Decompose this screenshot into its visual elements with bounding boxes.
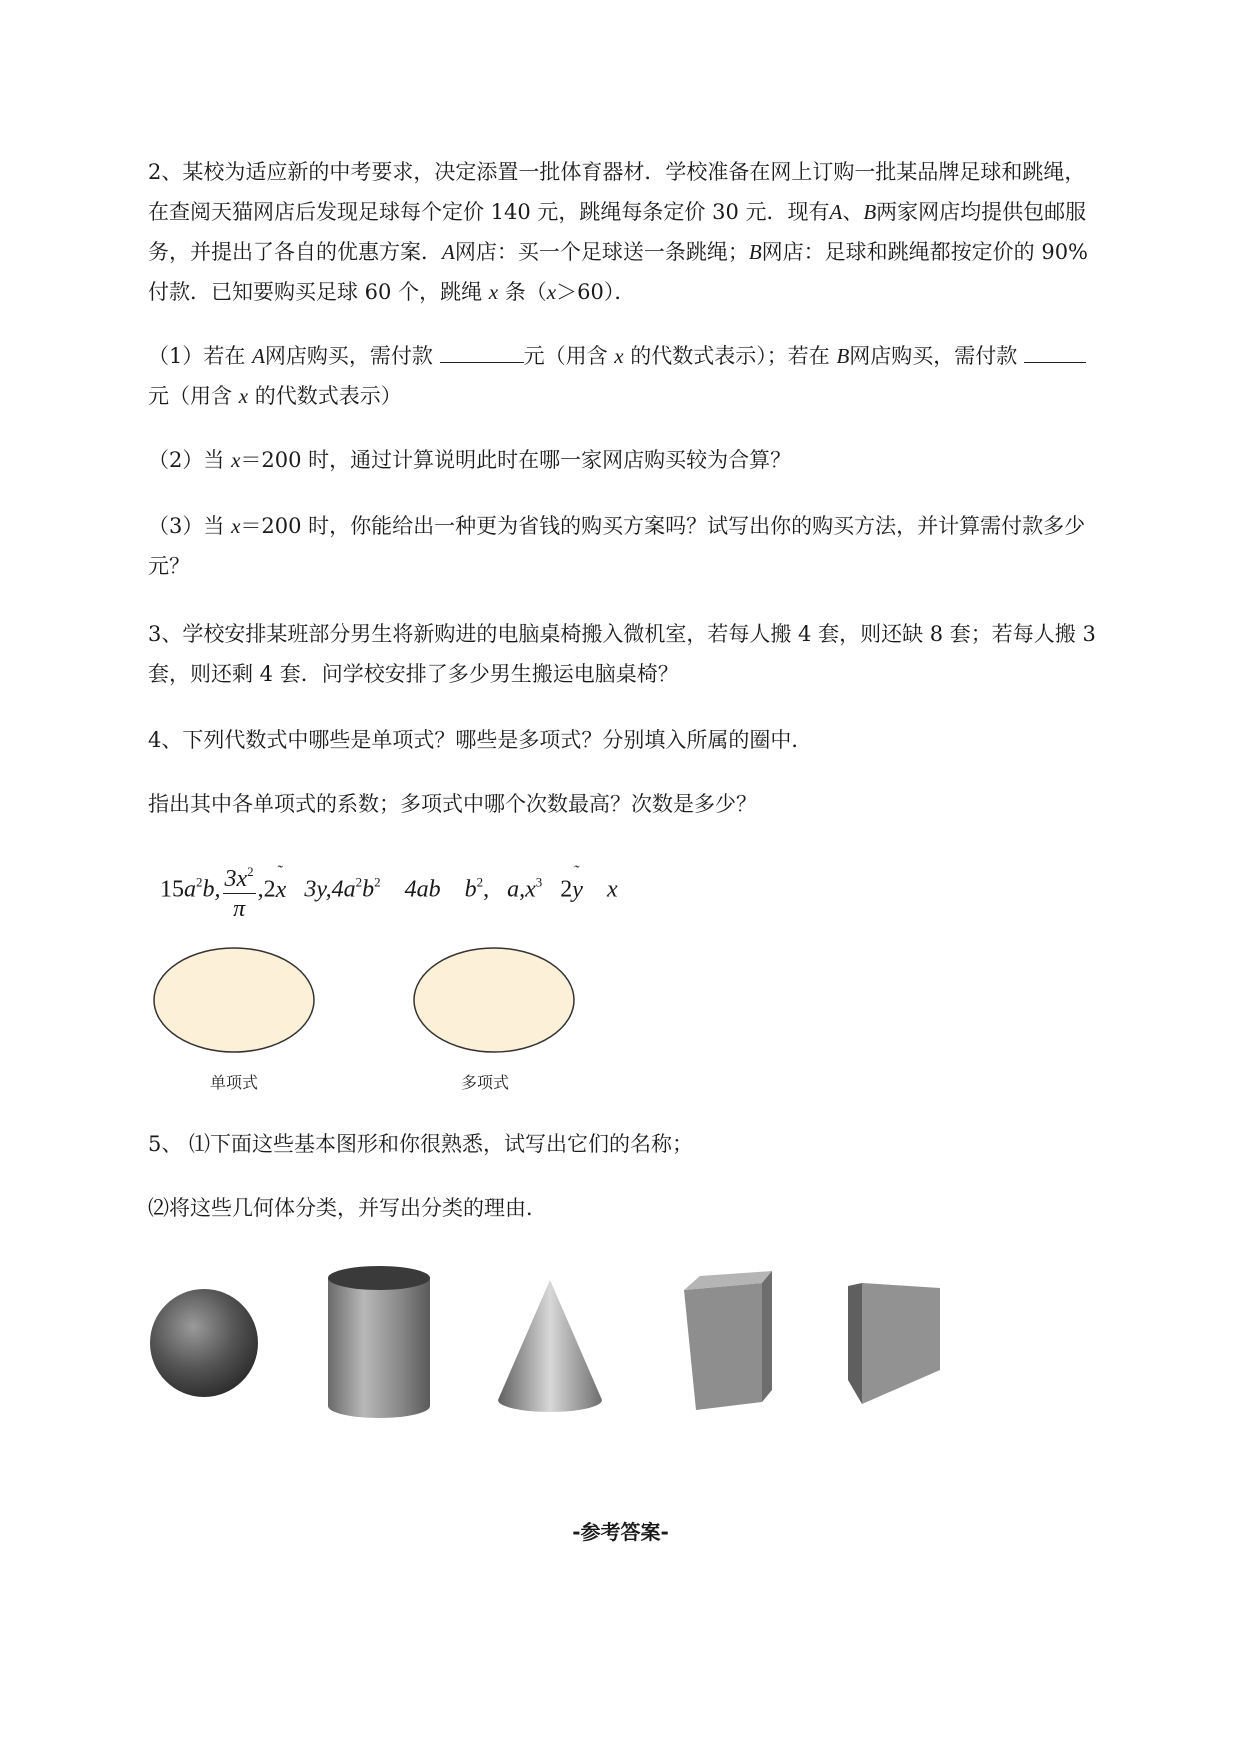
cylinder-figure (328, 1266, 430, 1418)
q2-sub2: （2）当 x＝200 时，通过计算说明此时在哪一家网店购买较为合算？ (148, 448, 792, 472)
q2-intro-line1: 2、某校为适应新的中考要求，决定添置一批体育器材．学校准备在网上订购一批某品牌足球和跳绳， (148, 160, 1086, 184)
q2-sub3-line1: （3）当 x＝200 时，你能给出一种更为省钱的购买方案吗？试写出你的购买方法，并计算需付款多少 (148, 514, 1086, 538)
q3-line2: 套，则还剩 4 套．问学校安排了多少男生搬运电脑桌椅？ (148, 662, 679, 686)
q4-line2: 指出其中各单项式的系数；多项式中哪个次数最高？次数是多少？ (148, 792, 757, 816)
q2-sub1-line1: （1）若在 A网店购买，需付款 元（用含 x 的代数式表示）；若在 B网店购买，需付款 (148, 336, 1168, 376)
q4-line1: 4、下列代数式中哪些是单项式？哪些是多项式？分别填入所属的圈中． (148, 728, 813, 752)
q2-intro-line3: 务，并提出了各自的优惠方案．A网店：买一个足球送一条跳绳；B网店：足球和跳绳都按定价的 90% (148, 240, 1089, 264)
q2-sub3-line2: 元？ (148, 554, 190, 578)
q5-line2: ⑵将这些几何体分类，并写出分类的理由． (148, 1196, 547, 1220)
single-term-label: 单项式 (210, 1073, 259, 1092)
sphere-figure (150, 1289, 258, 1397)
multi-term-label: 多项式 (461, 1073, 510, 1092)
cone-figure (498, 1280, 602, 1412)
algebraic-expressions: $15a^2b$, $\frac{3x^2}{\pi}$ ,2˜ x $3y,4a^2b^2$ 4ab $b^2$, $a,x^3$ 2˜ y x (160, 858, 618, 924)
multi-term-circle[interactable] (414, 948, 574, 1052)
q5-line1: 5、 ⑴下面这些基本图形和你很熟悉，试写出它们的名称； (148, 1132, 694, 1156)
q3-line1: 3、学校安排某班部分男生将新购进的电脑桌椅搬入微机室，若每人搬 4 套，则还缺 8 套；若每人搬 3 (148, 622, 1096, 646)
q2-intro-line4: 付款．已知要购买足球 60 个，跳绳 x 条（x＞60）． (148, 280, 636, 304)
single-term-circle[interactable] (154, 948, 314, 1052)
cuboid-figure (684, 1271, 772, 1410)
q2-intro-line2: 在查阅天猫网店后发现足球每个定价 140 元，跳绳每条定价 30 元．现有A、B两家网店均提供包邮服 (148, 200, 1087, 224)
fraction-3x2-over-pi: $\frac{3x^2}{\pi}$ (223, 858, 256, 924)
triangular-prism-figure (848, 1283, 940, 1404)
q2-sub1-line2: 元（用含 x 的代数式表示） (148, 384, 402, 408)
answer-section-title: -参考答案- (572, 1520, 669, 1544)
